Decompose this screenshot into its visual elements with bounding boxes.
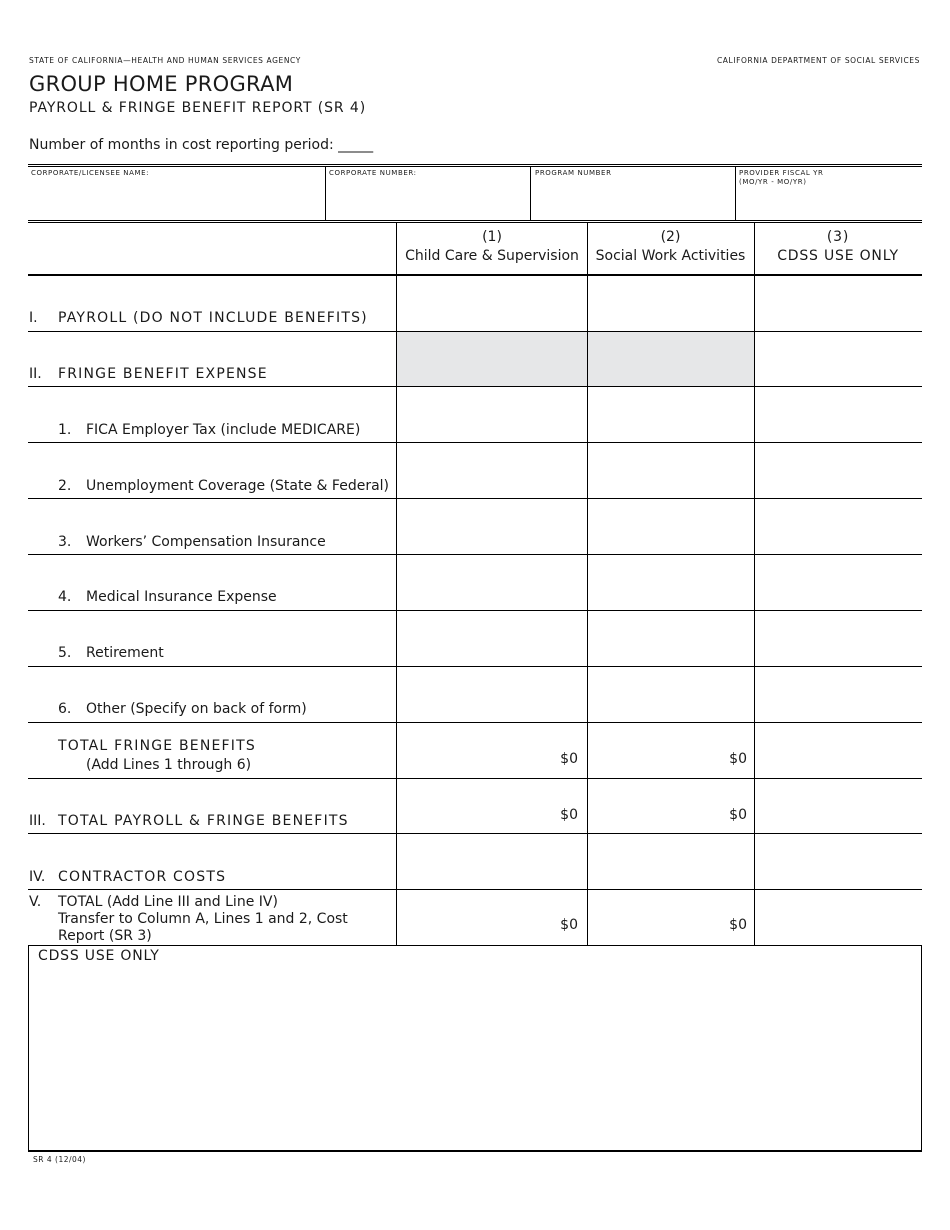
info-divider: [735, 166, 736, 221]
column-1-title: Child Care & Supervision: [405, 248, 579, 264]
fiscal-year-field[interactable]: [737, 190, 920, 218]
cdss-use-only-label: CDSS USE ONLY: [38, 948, 160, 964]
retirement-col2-cell[interactable]: [588, 611, 754, 666]
total-label: TOTAL (Add Line III and Line IV): [58, 894, 278, 910]
total-fringe-col2-value: $0: [729, 751, 747, 767]
contractor-costs-label: CONTRACTOR COSTS: [58, 869, 227, 885]
info-top-rule-2: [28, 166, 922, 167]
total-payroll-fringe-label: TOTAL PAYROLL & FRINGE BENEFITS: [58, 813, 349, 829]
fica-label: FICA Employer Tax (include MEDICARE): [86, 422, 361, 438]
total-payroll-fringe-col1-value: $0: [560, 807, 578, 823]
cdss-box-bottom-rule: [28, 1150, 922, 1152]
payroll-col1-cell[interactable]: [397, 276, 587, 331]
total-col1-value: $0: [560, 917, 578, 933]
workers-comp-col2-cell[interactable]: [588, 499, 754, 554]
corporate-number-field[interactable]: [327, 180, 528, 218]
other-col2-cell[interactable]: [588, 667, 754, 722]
column-1-header: [397, 228, 587, 266]
row-rule: [28, 331, 922, 332]
form-number: SR 4 (12/04): [33, 1155, 86, 1164]
line-2-number: 2.: [58, 478, 72, 494]
form-title: GROUP HOME PROGRAM: [29, 72, 294, 96]
column-3-title: CDSS USE ONLY: [777, 248, 899, 264]
info-bottom-rule: [28, 220, 922, 221]
info-top-rule: [28, 164, 922, 165]
corporate-licensee-field[interactable]: [29, 180, 323, 218]
total-payroll-fringe-col2-value: $0: [729, 807, 747, 823]
retirement-col1-cell[interactable]: [397, 611, 587, 666]
fica-col1-cell[interactable]: [397, 387, 587, 442]
corporate-licensee-label: CORPORATE/LICENSEE NAME:: [31, 169, 150, 177]
total-fringe-label: TOTAL FRINGE BENEFITS: [58, 738, 256, 754]
medical-col2-cell[interactable]: [588, 555, 754, 610]
line-6-number: 6.: [58, 701, 72, 717]
medical-label: Medical Insurance Expense: [86, 589, 277, 605]
row-rule: [28, 889, 922, 890]
line-4-number: 4.: [58, 589, 72, 605]
line-5-number: 5.: [58, 645, 72, 661]
row-rule: [28, 778, 922, 779]
total-col2-value: $0: [729, 917, 747, 933]
corporate-number-label: CORPORATE NUMBER:: [329, 169, 417, 177]
program-number-label: PROGRAM NUMBER: [535, 169, 612, 177]
row-i-numeral: I.: [29, 310, 38, 326]
row-fringe-label: FRINGE BENEFIT EXPENSE: [58, 366, 268, 382]
column-3-header: [754, 228, 922, 266]
column-2-title: Social Work Activities: [595, 248, 746, 264]
workers-comp-col1-cell[interactable]: [397, 499, 587, 554]
months-prompt[interactable]: Number of months in cost reporting period: _____: [29, 137, 374, 153]
row-payroll-label: PAYROLL (DO NOT INCLUDE BENEFITS): [58, 310, 368, 326]
row-iii-numeral: III.: [29, 813, 46, 829]
department-name: CALIFORNIA DEPARTMENT OF SOCIAL SERVICES: [716, 56, 920, 65]
form-subtitle: PAYROLL & FRINGE BENEFIT REPORT (SR 4): [29, 100, 367, 116]
unemployment-col2-cell[interactable]: [588, 443, 754, 498]
cdss-use-only-box: [28, 945, 922, 1152]
total-transfer-note: Transfer to Column A, Lines 1 and 2, Cost: [58, 911, 348, 927]
row-v-numeral: V.: [29, 894, 42, 910]
row-rule: [28, 722, 922, 723]
payroll-col2-cell[interactable]: [588, 276, 754, 331]
fica-col2-cell[interactable]: [588, 387, 754, 442]
other-col1-cell[interactable]: [397, 667, 587, 722]
column-2-number: (2): [660, 229, 681, 245]
other-label: Other (Specify on back of form): [86, 701, 307, 717]
info-bottom-rule-2: [28, 222, 922, 223]
total-fringe-col1-value: $0: [560, 751, 578, 767]
column-1-number: (1): [482, 229, 502, 245]
workers-comp-label: Workers’ Compensation Insurance: [86, 534, 326, 550]
retirement-label: Retirement: [86, 645, 164, 661]
shaded-cell: [588, 332, 754, 386]
column-2-header: [587, 228, 754, 266]
total-report-note: Report (SR 3): [58, 928, 152, 944]
line-1-number: 1.: [58, 422, 72, 438]
fiscal-year-sublabel: (MO/YR - MO/YR): [739, 178, 807, 186]
total-fringe-sublabel: (Add Lines 1 through 6): [86, 757, 252, 773]
contractor-col2-cell[interactable]: [588, 834, 754, 889]
column-3-number: (3): [826, 229, 850, 245]
contractor-col1-cell[interactable]: [397, 834, 587, 889]
unemployment-label: Unemployment Coverage (State & Federal): [86, 478, 390, 494]
program-number-field[interactable]: [532, 180, 733, 218]
line-3-number: 3.: [58, 534, 72, 550]
row-iv-numeral: IV.: [29, 869, 46, 885]
fiscal-year-label: PROVIDER FISCAL YR: [739, 169, 824, 177]
info-divider: [325, 166, 326, 221]
info-divider: [530, 166, 531, 221]
unemployment-col1-cell[interactable]: [397, 443, 587, 498]
row-ii-numeral: II.: [29, 366, 42, 382]
shaded-cell: [397, 332, 587, 386]
medical-col1-cell[interactable]: [397, 555, 587, 610]
agency-name: STATE OF CALIFORNIA—HEALTH AND HUMAN SERVICES AGENCY: [29, 56, 301, 65]
